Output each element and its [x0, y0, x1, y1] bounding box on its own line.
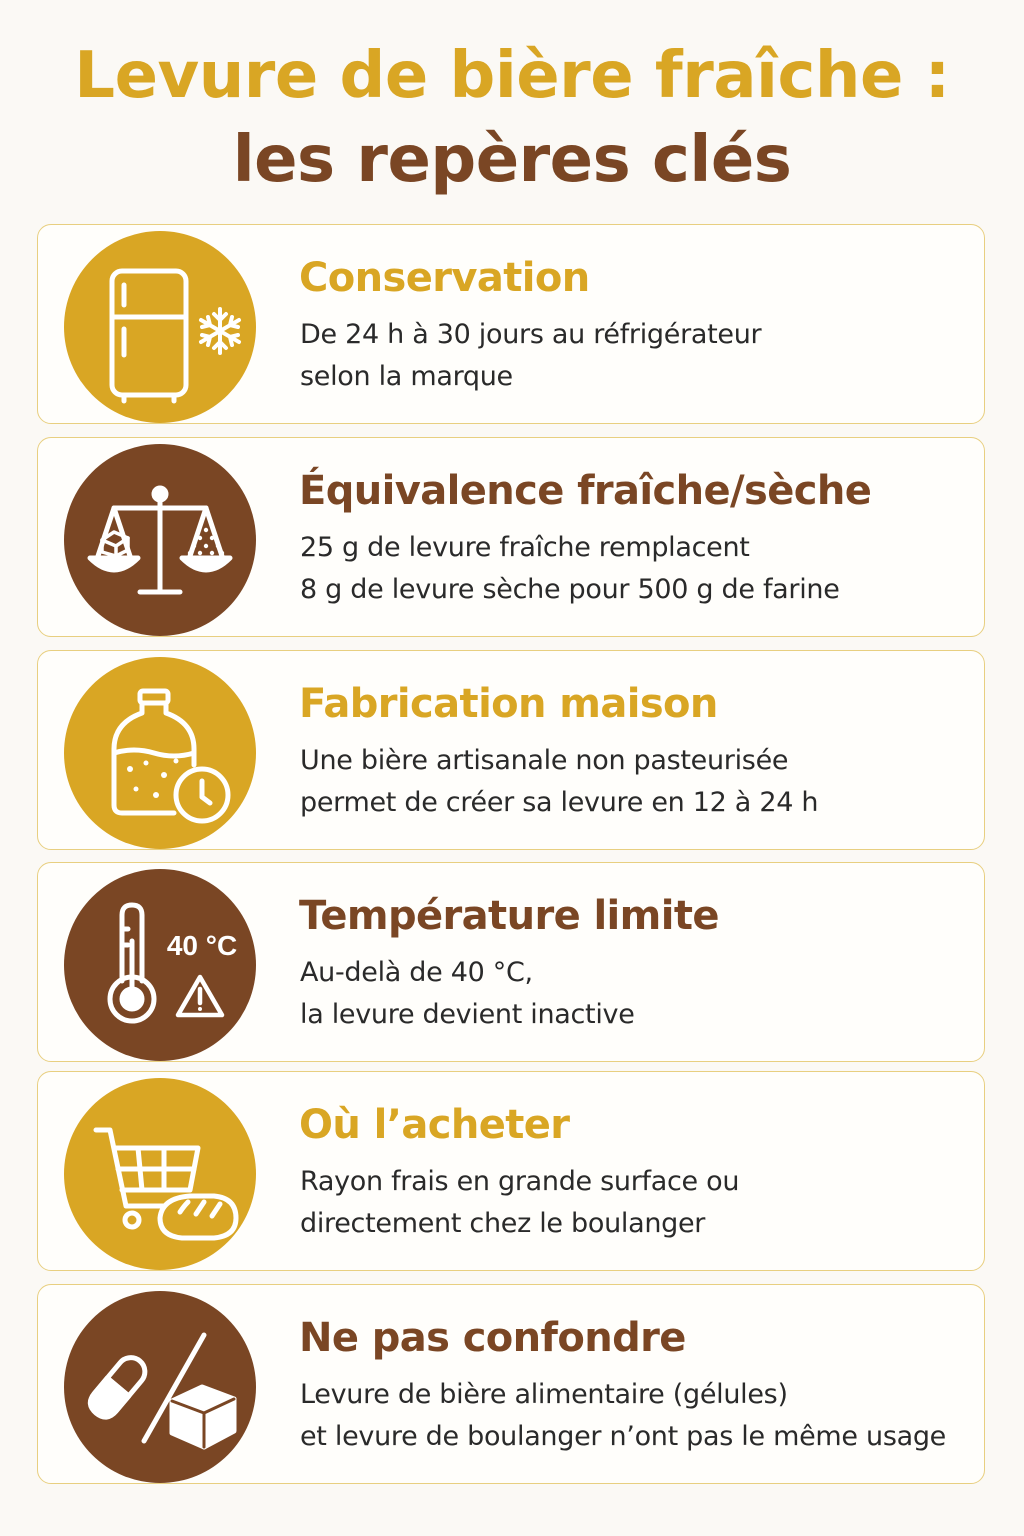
card-temperature [37, 862, 985, 1062]
card-text-line: Levure de bière alimentaire (gélules) [300, 1379, 788, 1410]
card-text-line: permet de créer sa levure en 12 à 24 h [300, 787, 819, 818]
card-confusion [37, 1284, 985, 1484]
card-text-line: De 24 h à 30 jours au réfrigérateur [300, 319, 762, 350]
card-title: Équivalence fraîche/sèche [299, 468, 872, 514]
card-purchase [37, 1071, 985, 1271]
thermometer-warning-icon [64, 869, 256, 1061]
cart-bread-icon [64, 1078, 256, 1270]
page-subtitle: les repères clés [232, 123, 792, 197]
card-title: Ne pas confondre [299, 1315, 686, 1361]
jar-clock-icon [64, 657, 256, 849]
fridge-snowflake-icon [64, 231, 256, 423]
card-text-line: 8 g de levure sèche pour 500 g de farine [300, 574, 840, 605]
card-conservation [37, 224, 985, 424]
card-text-line: la levure devient inactive [300, 999, 635, 1030]
card-text-line: 25 g de levure fraîche remplacent [300, 532, 750, 563]
card-title: Fabrication maison [299, 681, 718, 727]
temperature-label: 40 °C [166, 930, 238, 961]
card-title: Température limite [299, 893, 719, 939]
card-text-line: Une bière artisanale non pasteurisée [300, 745, 789, 776]
card-text-line: selon la marque [300, 361, 513, 392]
page-title: Levure de bière fraîche : [74, 39, 950, 113]
card-title: Où l’acheter [299, 1102, 570, 1148]
card-title: Conservation [299, 255, 590, 301]
card-text-line: Au-delà de 40 °C, [300, 957, 533, 988]
card-text-line: directement chez le boulanger [300, 1208, 706, 1239]
card-text-line: Rayon frais en grande surface ou [300, 1166, 740, 1197]
card-text-line: et levure de boulanger n’ont pas le même usage [300, 1421, 946, 1452]
card-equivalence [37, 437, 985, 637]
card-fabrication [37, 650, 985, 850]
capsule-vs-cube-icon [64, 1291, 256, 1483]
balance-scale-icon [64, 444, 256, 636]
